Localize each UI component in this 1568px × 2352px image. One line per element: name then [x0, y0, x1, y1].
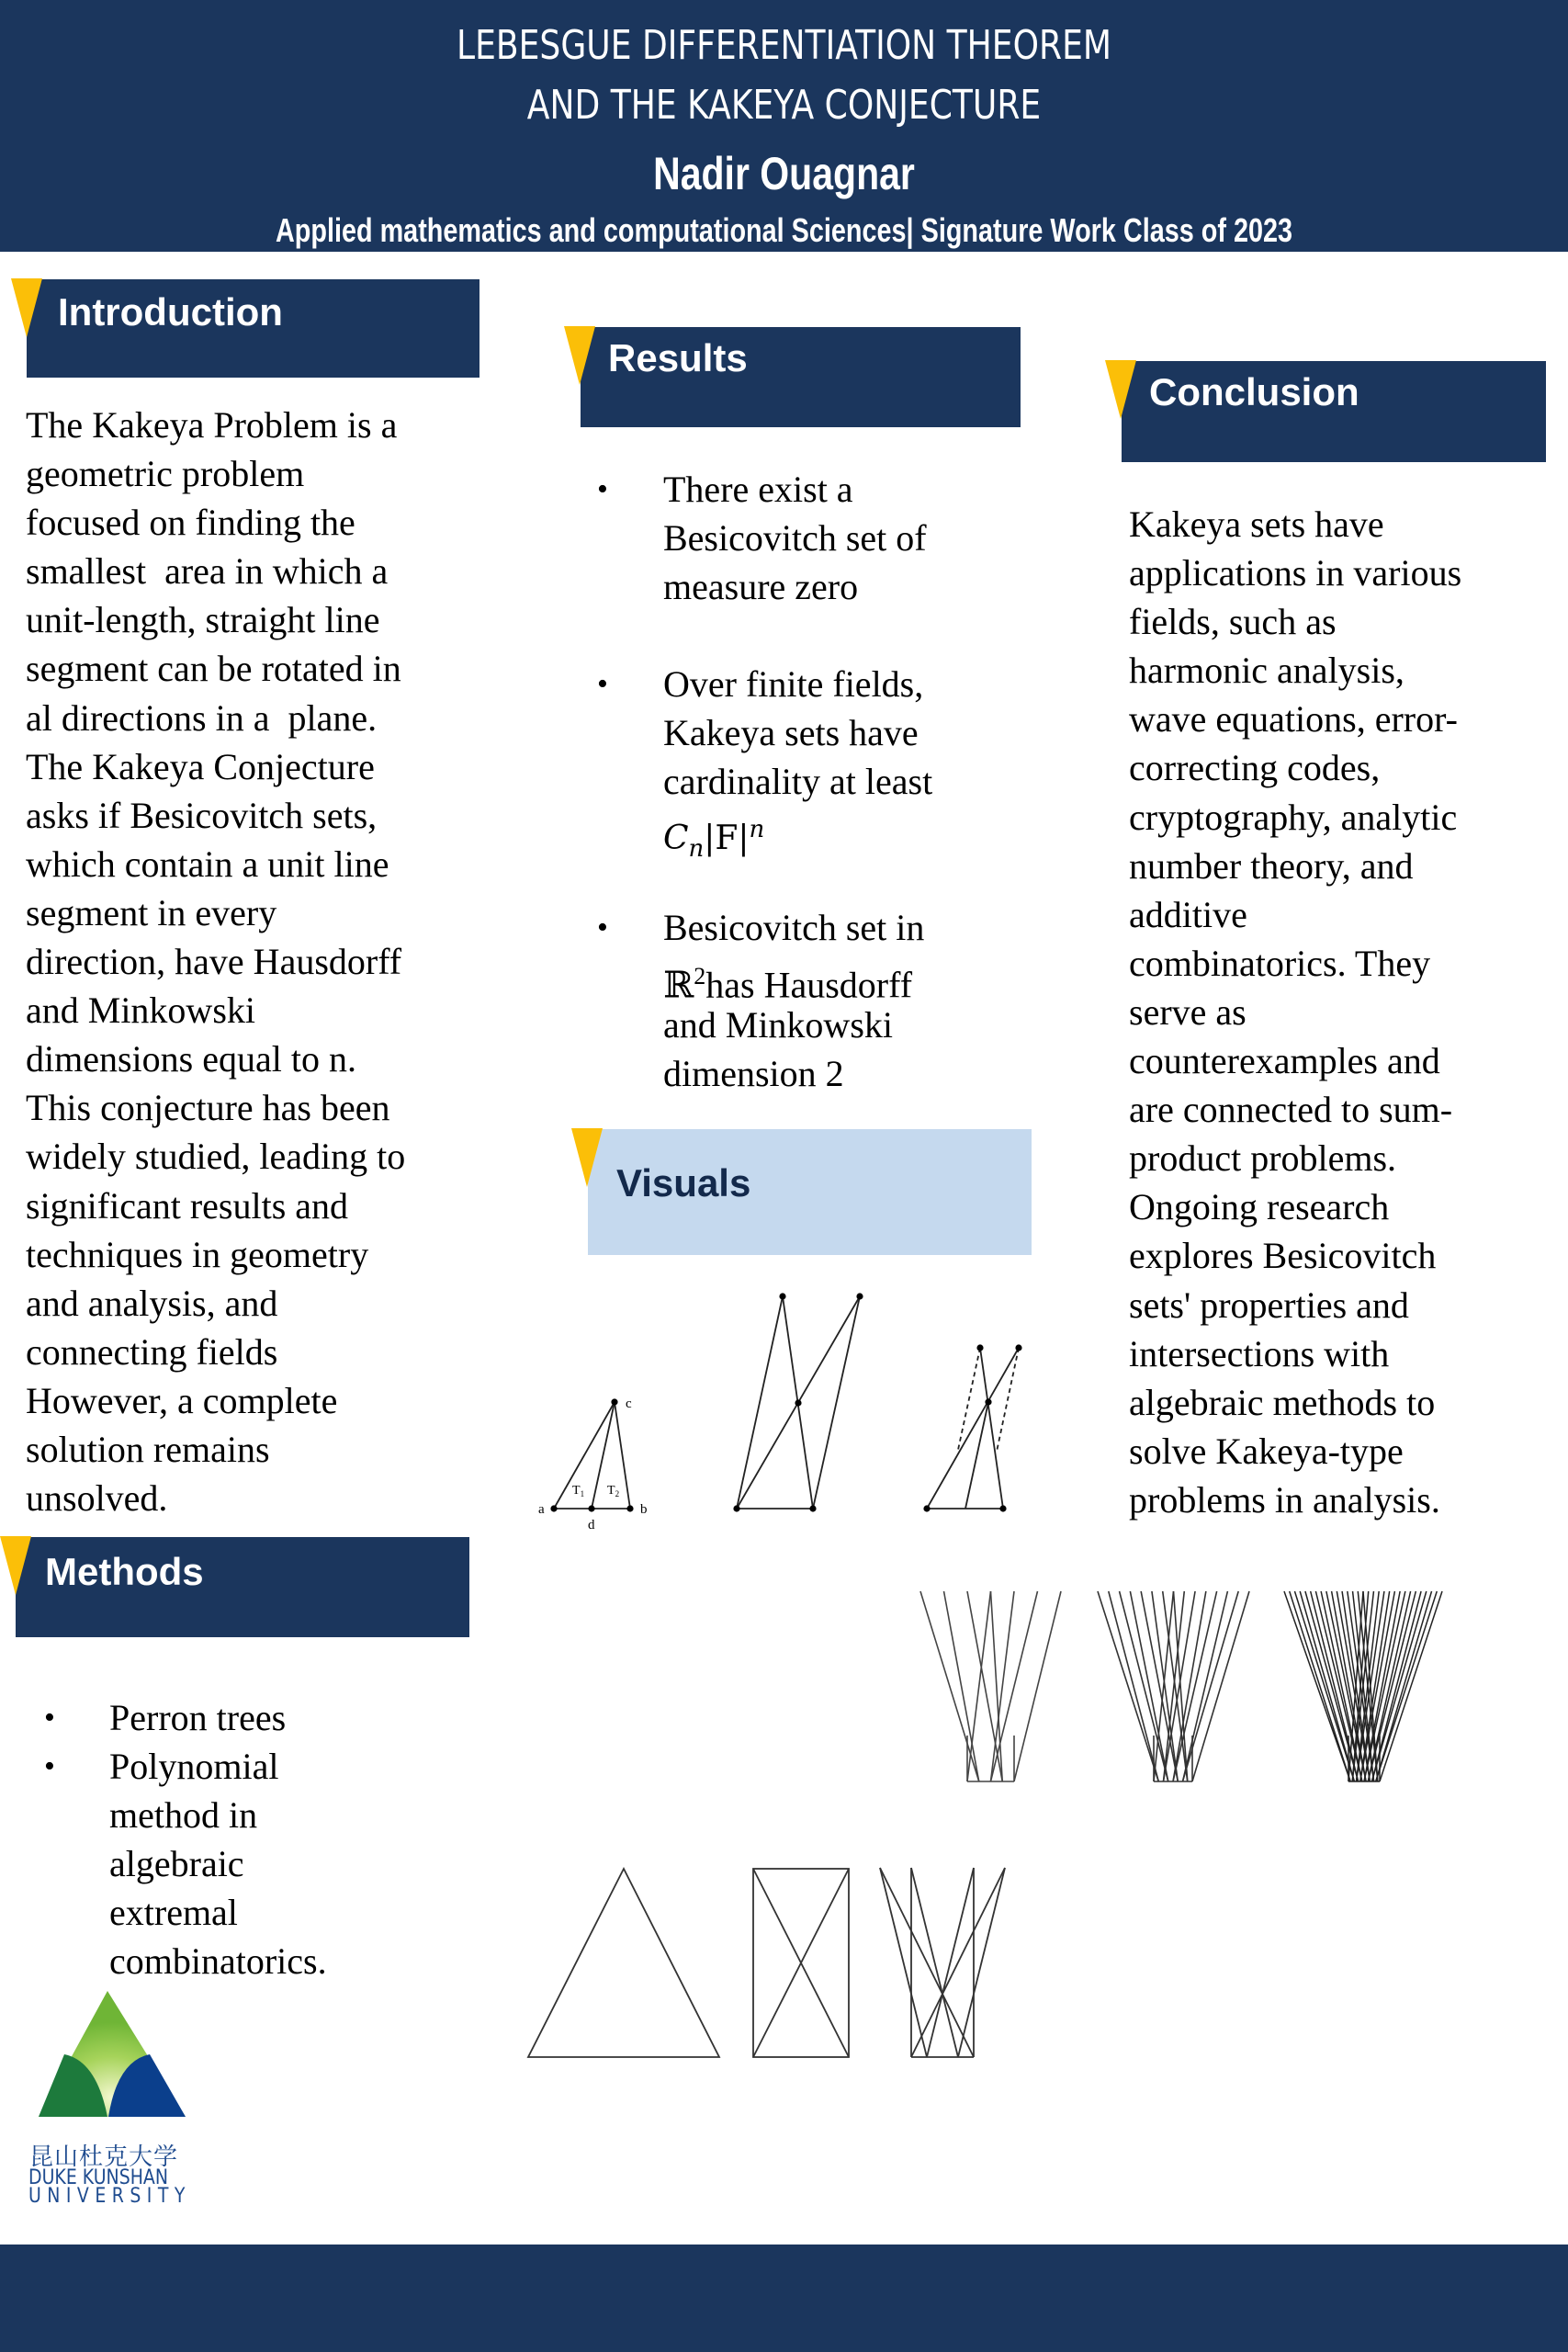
tree-segment	[991, 1591, 1015, 1781]
text-line: problems in analysis.	[1129, 1478, 1440, 1521]
figure-split-rectangle	[753, 1869, 849, 2057]
perron-tree-2	[1098, 1591, 1249, 1781]
perron-tree-1	[920, 1591, 1061, 1781]
bullet-icon: •	[597, 667, 608, 701]
poster-title-line-2: AND THE KAKEYA CONJECTURE	[526, 82, 1042, 129]
tree-segment	[1294, 1591, 1354, 1781]
conclusion-body	[1129, 500, 1561, 1524]
logo-university-name-line-2: UNIVERSITY	[28, 2185, 191, 2208]
text-line: counterexamples and	[1129, 1040, 1440, 1082]
text-line: Perron trees	[109, 1697, 287, 1738]
text-line: number theory, and	[1129, 844, 1414, 887]
fig1-label-t2: $T_2$	[607, 1484, 620, 1498]
text-line: connecting fields	[26, 1330, 278, 1373]
figure-sprouted-triangles	[880, 1868, 1005, 2057]
perron-tree-3	[1284, 1591, 1442, 1781]
fig1-label-c: c	[626, 1396, 632, 1411]
text-line: combinatorics.	[109, 1940, 327, 1982]
bullet-icon: •	[44, 1701, 55, 1735]
bullet-icon: •	[597, 910, 608, 944]
text-line: widely studied, leading to	[26, 1136, 406, 1178]
text-line: product problems.	[1129, 1137, 1397, 1180]
fig1-point-d	[588, 1505, 594, 1511]
text-line: al directions in a plane.	[26, 696, 378, 739]
text-line: unsolved.	[26, 1477, 168, 1520]
fig1-point-a	[550, 1505, 557, 1511]
text-line: segment can be rotated in	[26, 648, 401, 690]
text-fragment: has Hausdorff	[705, 964, 913, 1006]
formula-base: C	[663, 820, 689, 857]
fig1-point-c	[611, 1398, 617, 1405]
text-line: solution remains	[26, 1428, 270, 1470]
affiliation: Applied mathematics and computational Sciences| Signature Work Class of 2023	[275, 211, 1293, 249]
fig1-label-b: b	[640, 1502, 648, 1517]
fig1-point-b	[626, 1505, 633, 1511]
text-line: cryptography, analytic	[1129, 796, 1458, 838]
text-line: explores Besicovitch	[1129, 1235, 1437, 1277]
results-heading: Results	[608, 336, 748, 379]
text-line: fields, such as	[1129, 601, 1337, 643]
author-name: Nadir Ouagnar	[653, 148, 915, 199]
visuals-heading: Visuals	[616, 1161, 751, 1204]
formula-sub: n	[688, 835, 705, 864]
bullet-icon: •	[597, 472, 608, 506]
real-numbers-symbol: ℝ	[663, 964, 694, 1007]
text-line: direction, have Hausdorff	[26, 941, 402, 983]
text-line: geometric problem	[26, 453, 305, 495]
text-line: extremal	[109, 1892, 238, 1933]
text-line: asks if Besicovitch sets,	[26, 794, 378, 836]
tree-segment	[1109, 1591, 1158, 1781]
text-line: correcting codes,	[1129, 747, 1381, 789]
text-line: unit-length, straight line	[26, 599, 380, 641]
text-line: serve as	[1129, 990, 1247, 1033]
text-line: which contain a unit line	[26, 842, 389, 885]
poster-footer	[0, 2245, 1568, 2352]
text-line: intersections with	[1129, 1332, 1390, 1374]
fig1-label-a: a	[538, 1502, 545, 1517]
text-line: sets' properties and	[1129, 1283, 1409, 1326]
poster-title-line-1: LEBESGUE DIFFERENTIATION THEOREM	[456, 22, 1112, 69]
text-line: dimension 2	[663, 1053, 844, 1094]
text-line: algebraic methods to	[1129, 1381, 1436, 1423]
text-line: However, a complete	[26, 1379, 338, 1421]
text-line: cardinality at least	[663, 761, 933, 802]
tree-segment	[1372, 1591, 1422, 1781]
text-line: method in	[109, 1794, 258, 1836]
figure-translated-triangles	[927, 1348, 1019, 1509]
text-line: dimensions equal to n.	[26, 1038, 356, 1080]
text-line: This conjecture has been	[26, 1087, 390, 1129]
text-line: and Minkowski	[26, 989, 255, 1032]
text-line: Polynomial	[109, 1746, 279, 1787]
text-line: solve Kakeya-type	[1129, 1430, 1404, 1472]
tree-segment	[1154, 1591, 1174, 1781]
text-line: additive	[1129, 893, 1247, 935]
fig1-label-t1: $T_1$	[572, 1484, 585, 1498]
text-line: Besicovitch set of	[663, 517, 927, 559]
accent-triangle-icon	[1105, 360, 1138, 421]
conclusion-heading-box	[1122, 361, 1546, 462]
text-line: There exist a	[663, 469, 853, 510]
text-line: segment in every	[26, 891, 277, 933]
text-line: Ongoing research	[1129, 1186, 1390, 1228]
bullet-icon: •	[44, 1749, 55, 1783]
text-line: and Minkowski	[663, 1004, 893, 1046]
text-line: harmonic analysis,	[1129, 650, 1404, 692]
formula-mid: |F|	[704, 820, 750, 857]
methods-heading: Methods	[45, 1550, 204, 1593]
fig2-points	[733, 1293, 863, 1511]
logo-university-name-line-1: DUKE KUNSHAN	[28, 2166, 169, 2189]
text-line: techniques in geometry	[26, 1233, 369, 1275]
introduction-heading: Introduction	[58, 290, 283, 334]
tree-segment	[1120, 1591, 1168, 1781]
text-line: measure zero	[663, 566, 859, 607]
fig1-points	[550, 1398, 633, 1511]
fig1-label-d: d	[588, 1518, 595, 1532]
text-line: Kakeya sets have	[663, 712, 919, 753]
text-line: combinatorics. They	[1129, 942, 1431, 984]
text-line: smallest area in which a	[26, 550, 389, 593]
tree-segment	[1014, 1591, 1061, 1781]
text-line: Kakeya sets have	[1129, 503, 1384, 545]
text-line: algebraic	[109, 1843, 244, 1884]
conclusion-heading: Conclusion	[1149, 370, 1359, 413]
text-line: significant results and	[26, 1184, 349, 1227]
figure-base-triangle	[528, 1869, 719, 2057]
formula-sup: n	[749, 816, 765, 843]
text-line: The Kakeya Conjecture	[26, 745, 375, 787]
text-line: focused on finding the	[26, 502, 355, 544]
text-line: Over finite fields,	[663, 663, 924, 705]
perron-tree-figures	[920, 1591, 1442, 1781]
text-line: wave equations, error-	[1129, 698, 1458, 741]
tree-segment	[1141, 1591, 1178, 1781]
text-line: applications in various	[1129, 552, 1462, 594]
exponent: 2	[694, 963, 706, 989]
text-line: The Kakeya Problem is a	[26, 404, 398, 446]
text-line: Besicovitch set in	[663, 907, 925, 948]
text-line: and analysis, and	[26, 1282, 278, 1324]
text-line: are connected to sum-	[1129, 1089, 1453, 1131]
logo-chinese-name: 昆山杜克大学	[29, 2143, 179, 2171]
